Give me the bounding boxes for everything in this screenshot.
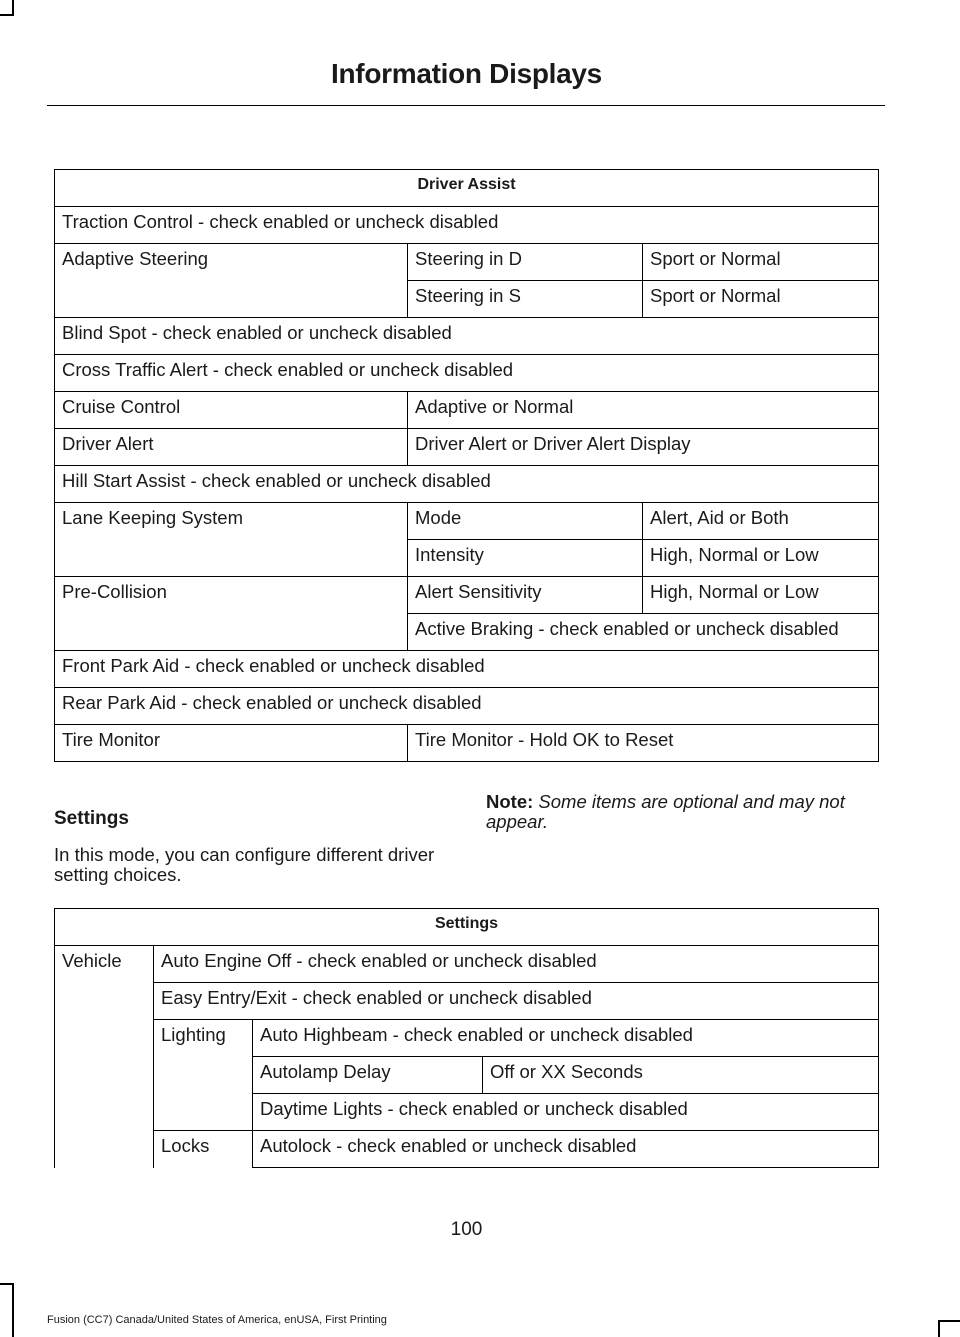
table-row: [55, 392, 879, 429]
table-cell: Alert Sensitivity: [408, 577, 643, 614]
table-cell: Cruise Control: [55, 392, 408, 429]
table-row: [55, 244, 879, 281]
table-cell: Easy Entry/Exit - check enabled or uncheck disabled: [154, 983, 879, 1020]
crop-mark-top-left-horizontal: [0, 14, 14, 16]
table-cell: Intensity: [408, 540, 643, 577]
crop-mark-bottom-right-horizontal: [940, 1320, 960, 1322]
section-heading: Settings: [54, 808, 129, 829]
table-cell: Driver Alert: [55, 429, 408, 466]
note: [486, 792, 878, 832]
table-cell: Tire Monitor - Hold OK to Reset: [408, 725, 879, 762]
table-cell: Adaptive or Normal: [408, 392, 879, 429]
page-title: Information Displays: [331, 58, 602, 89]
crop-mark-bottom-left-horizontal: [0, 1283, 14, 1285]
table-cell: Sport or Normal: [643, 281, 879, 318]
table-cell: Pre-Collision: [55, 577, 408, 651]
table-row: [55, 355, 879, 392]
table-cell: Lane Keeping System: [55, 503, 408, 577]
table-cell: Active Braking - check enabled or uncheck disabled: [408, 614, 879, 651]
table-cell: Auto Engine Off - check enabled or uncheck disabled: [154, 946, 879, 983]
table-cell: Alert, Aid or Both: [643, 503, 879, 540]
table-cell: High, Normal or Low: [643, 577, 879, 614]
table-cell: Adaptive Steering: [55, 244, 408, 318]
note-text: Some items are optional and may not appear.: [486, 791, 845, 832]
table-header-row: [55, 909, 879, 946]
table-cell: High, Normal or Low: [643, 540, 879, 577]
table-cell: Front Park Aid - check enabled or uncheck disabled: [55, 651, 879, 688]
table-row: [55, 946, 879, 983]
table-cell: Sport or Normal: [643, 244, 879, 281]
table-cell: Tire Monitor: [55, 725, 408, 762]
table-cell: Locks: [154, 1131, 253, 1168]
table-cell: Mode: [408, 503, 643, 540]
table-cell: Autolock - check enabled or uncheck disabled: [253, 1131, 879, 1168]
table-cell: Off or XX Seconds: [483, 1057, 879, 1094]
settings-table: [54, 908, 879, 1168]
table-row: [55, 688, 879, 725]
crop-mark-bottom-right-vertical: [938, 1320, 940, 1337]
table-cell: Daytime Lights - check enabled or uncheck disabled: [253, 1094, 879, 1131]
table-cell: Vehicle: [55, 946, 154, 1168]
table-row: [55, 651, 879, 688]
table-row: [55, 207, 879, 244]
crop-mark-bottom-left-vertical: [12, 1283, 14, 1337]
note-label: Note:: [486, 791, 534, 812]
table-cell: Traction Control - check enabled or uncheck disabled: [55, 207, 879, 244]
table-title: Settings: [55, 909, 879, 946]
section-paragraph: In this mode, you can configure different driver setting choices.: [54, 844, 435, 885]
table-row: [55, 429, 879, 466]
title-divider: [47, 105, 885, 106]
table-row: [55, 318, 879, 355]
driver-assist-table: [54, 169, 879, 762]
table-row: [55, 577, 879, 614]
table-cell: Hill Start Assist - check enabled or uncheck disabled: [55, 466, 879, 503]
table-cell: Autolamp Delay: [253, 1057, 483, 1094]
table-cell: Auto Highbeam - check enabled or uncheck disabled: [253, 1020, 879, 1057]
table-cell: Steering in S: [408, 281, 643, 318]
table-row: [55, 466, 879, 503]
table-row: [55, 1131, 879, 1168]
table-cell: Cross Traffic Alert - check enabled or uncheck disabled: [55, 355, 879, 392]
page-number: 100: [450, 1219, 483, 1240]
crop-mark-top-left-vertical: [12, 0, 14, 14]
table-title: Driver Assist: [55, 170, 879, 207]
table-row: [55, 503, 879, 540]
table-cell: Lighting: [154, 1020, 253, 1131]
table-cell: Steering in D: [408, 244, 643, 281]
table-row: [55, 983, 879, 1020]
table-cell: Rear Park Aid - check enabled or uncheck disabled: [55, 688, 879, 725]
table-cell: Driver Alert or Driver Alert Display: [408, 429, 879, 466]
table-cell: Blind Spot - check enabled or uncheck disabled: [55, 318, 879, 355]
footer-text: Fusion (CC7) Canada/United States of America, enUSA, First Printing: [47, 1314, 387, 1326]
table-row: [55, 725, 879, 762]
table-header-row: [55, 170, 879, 207]
table-row: [55, 1020, 879, 1057]
